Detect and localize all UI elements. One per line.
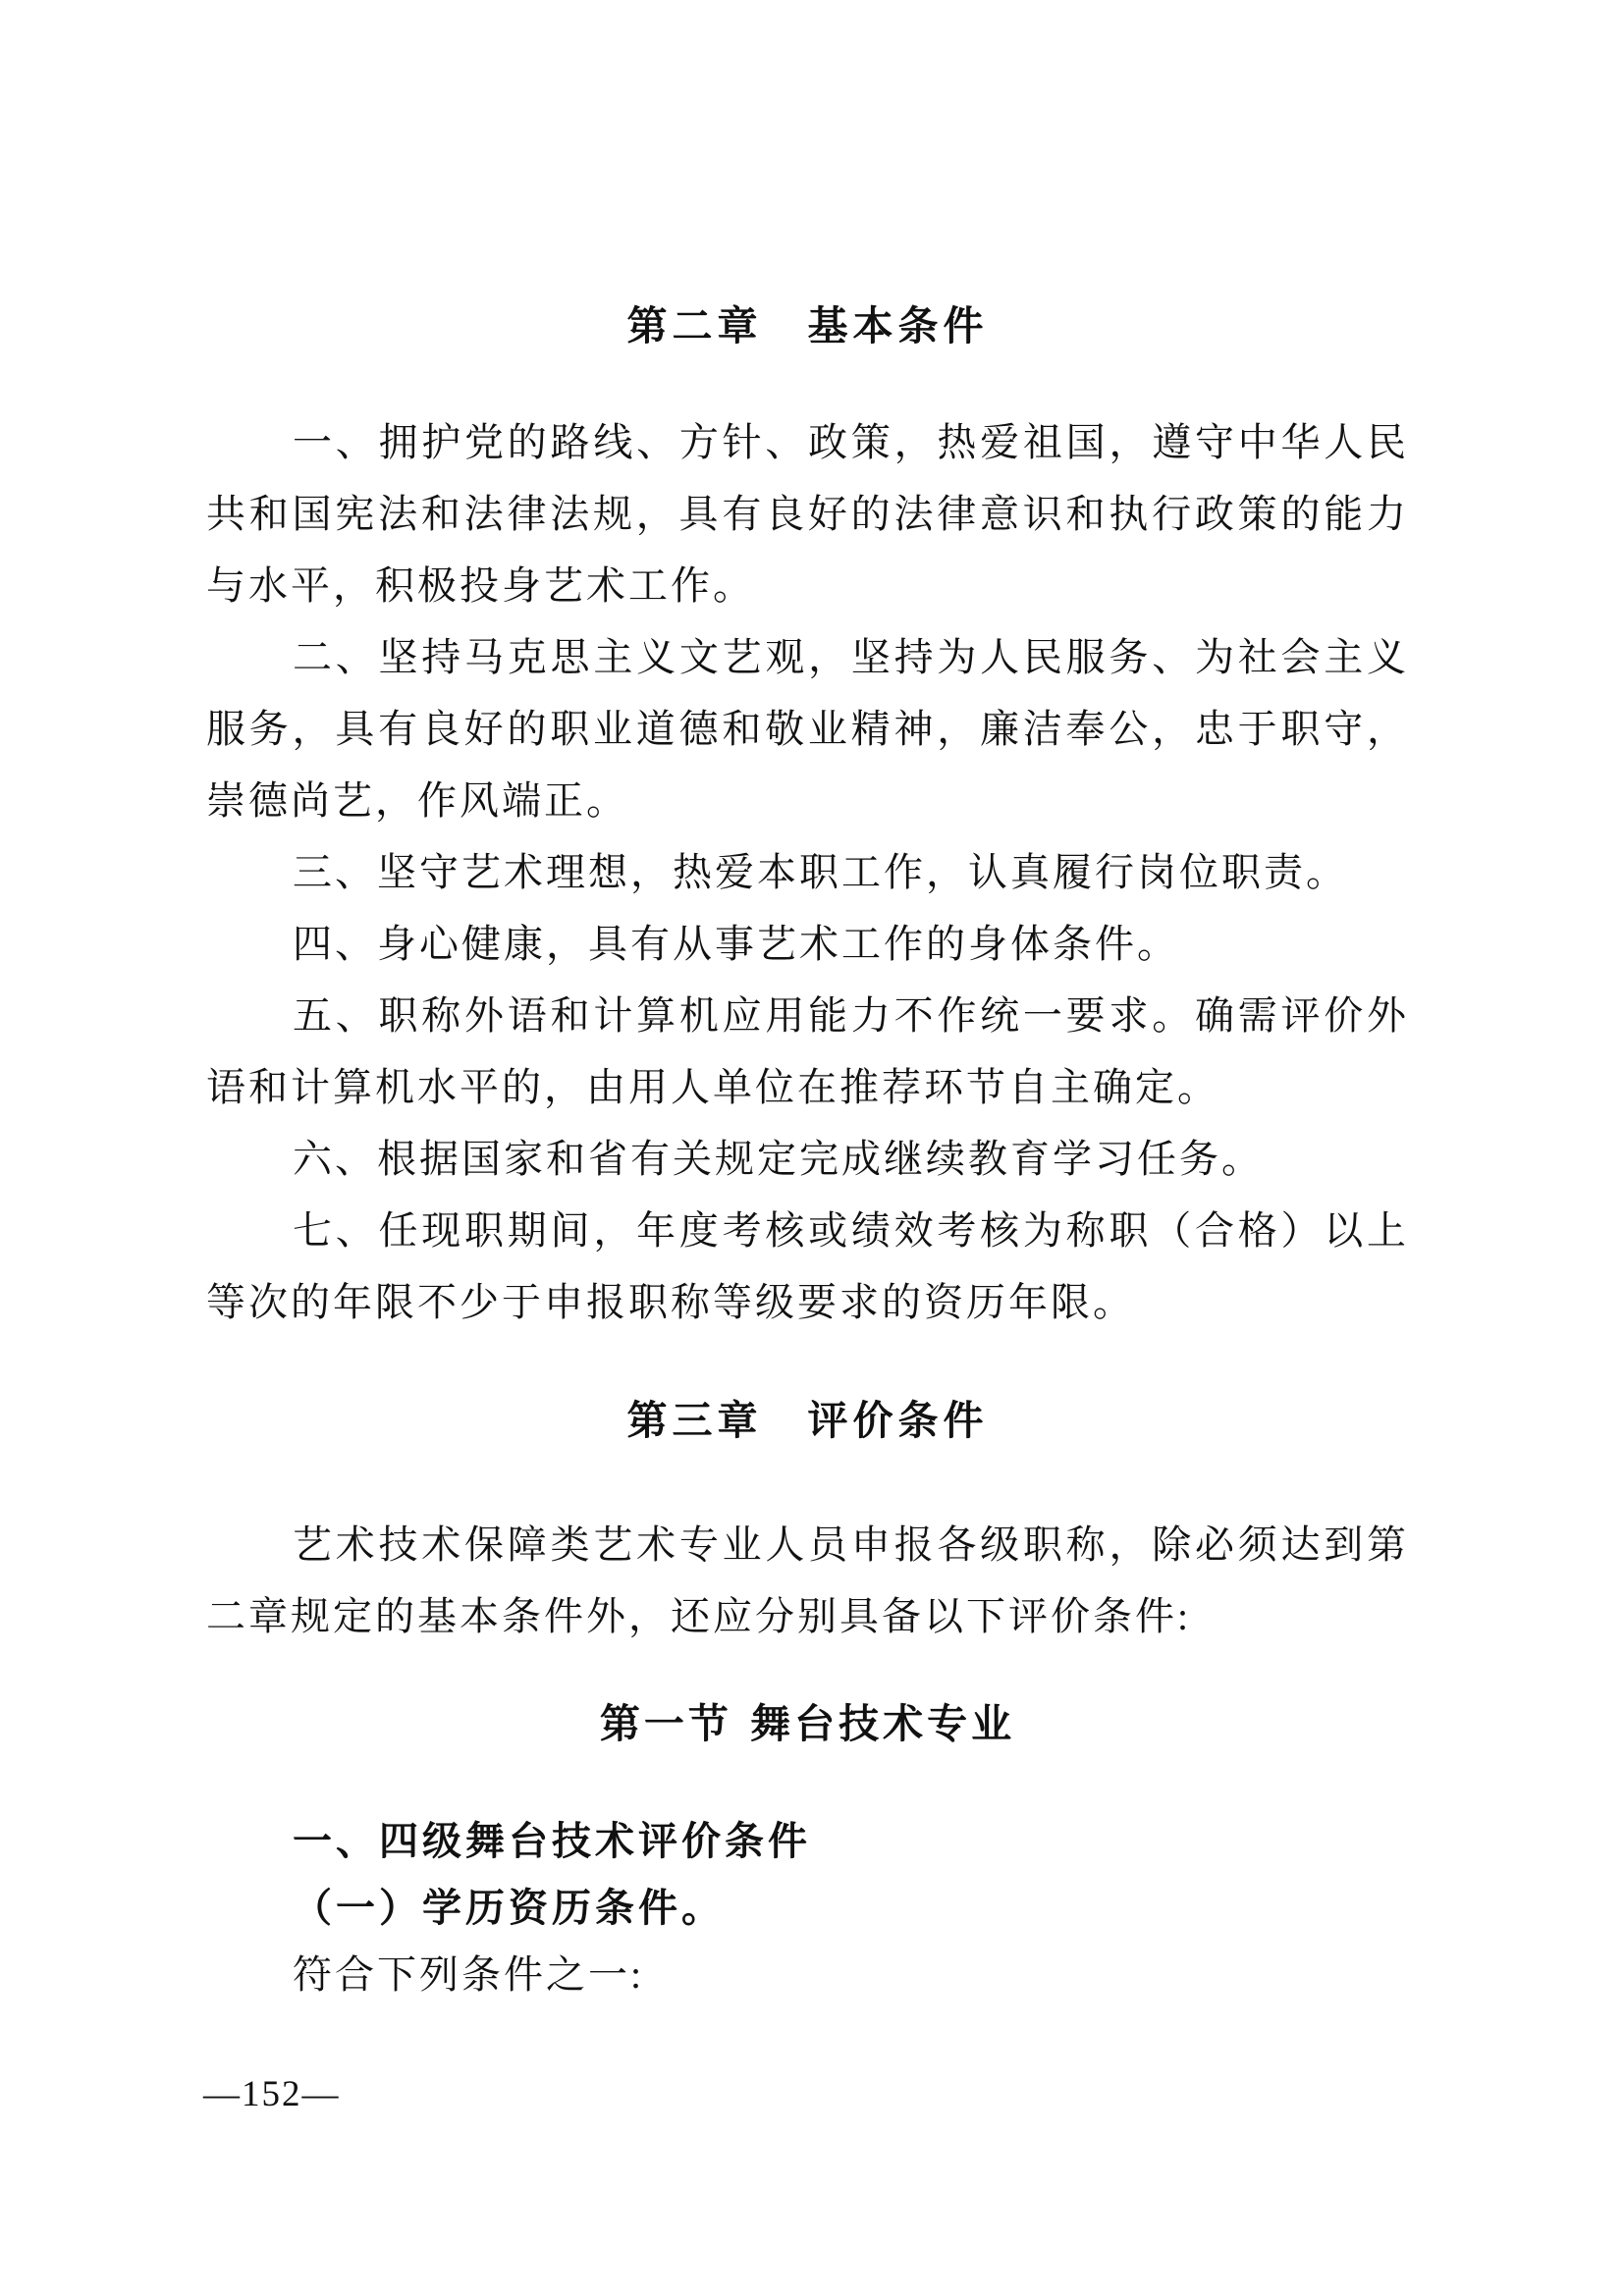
paragraph-2-line-3: 崇德尚艺，作风端正。: [206, 778, 628, 823]
item-1-heading: 一、四级舞台技术评价条件: [293, 1819, 811, 1864]
chapter-3-title: 第三章 评价条件: [626, 1397, 989, 1444]
paragraph-6-line-1: 六、根据国家和省有关规定完成继续教育学习任务。: [293, 1137, 1264, 1181]
paragraph-5: [206, 980, 1409, 1123]
page-number: —152—: [203, 2074, 341, 2114]
paragraph-9-line-1: 符合下列条件之一:: [293, 1952, 645, 1997]
chapter-2-title: 第二章 基本条件: [626, 302, 989, 349]
paragraph-3-line-1: 三、坚守艺术理想，热爱本职工作，认真履行岗位职责。: [293, 850, 1348, 894]
paragraph-8-line-1: 艺术技术保障类艺术专业人员申报各级职称，除必须达到第: [293, 1522, 1409, 1567]
paragraph-1-line-1: 一、拥护党的路线、方针、政策，热爱祖国，遵守中华人民: [293, 420, 1409, 464]
paragraph-2-line-2: 服务，具有良好的职业道德和敬业精神，廉洁奉公，忠于职守，: [206, 707, 1409, 751]
paragraph-5-line-2: 语和计算机水平的，由用人单位在推荐环节自主确定。: [206, 1065, 1219, 1109]
paragraph-4: [206, 908, 1409, 980]
item-2-heading: （一）学历资历条件。: [293, 1886, 725, 1930]
paragraph-8-line-2: 二章规定的基本条件外，还应分别具备以下评价条件:: [206, 1594, 1192, 1638]
paragraph-7-line-1: 七、任现职期间，年度考核或绩效考核为称职（合格）以上: [293, 1208, 1409, 1253]
paragraph-5-line-1: 五、职称外语和计算机应用能力不作统一要求。确需评价外: [293, 993, 1409, 1038]
paragraph-6: [206, 1123, 1409, 1195]
paragraph-9: [206, 1942, 1409, 2008]
document-content: [206, 291, 1409, 2008]
paragraph-1-line-3: 与水平，积极投身艺术工作。: [206, 563, 755, 608]
paragraph-7-line-2: 等次的年限不少于申报职称等级要求的资历年限。: [206, 1280, 1135, 1324]
paragraph-7: [206, 1195, 1409, 1338]
paragraph-1: [206, 406, 1409, 621]
paragraph-3: [206, 836, 1409, 908]
paragraph-8: [206, 1509, 1409, 1652]
paragraph-2-line-1: 二、坚持马克思主义文艺观，坚持为人民服务、为社会主义: [293, 635, 1409, 679]
paragraph-4-line-1: 四、身心健康，具有从事艺术工作的身体条件。: [293, 922, 1179, 966]
paragraph-2: [206, 621, 1409, 836]
section-1-title: 第一节 舞台技术专业: [599, 1700, 1016, 1747]
paragraph-1-line-2: 共和国宪法和法律法规，具有良好的法律意识和执行政策的能力: [206, 492, 1409, 536]
